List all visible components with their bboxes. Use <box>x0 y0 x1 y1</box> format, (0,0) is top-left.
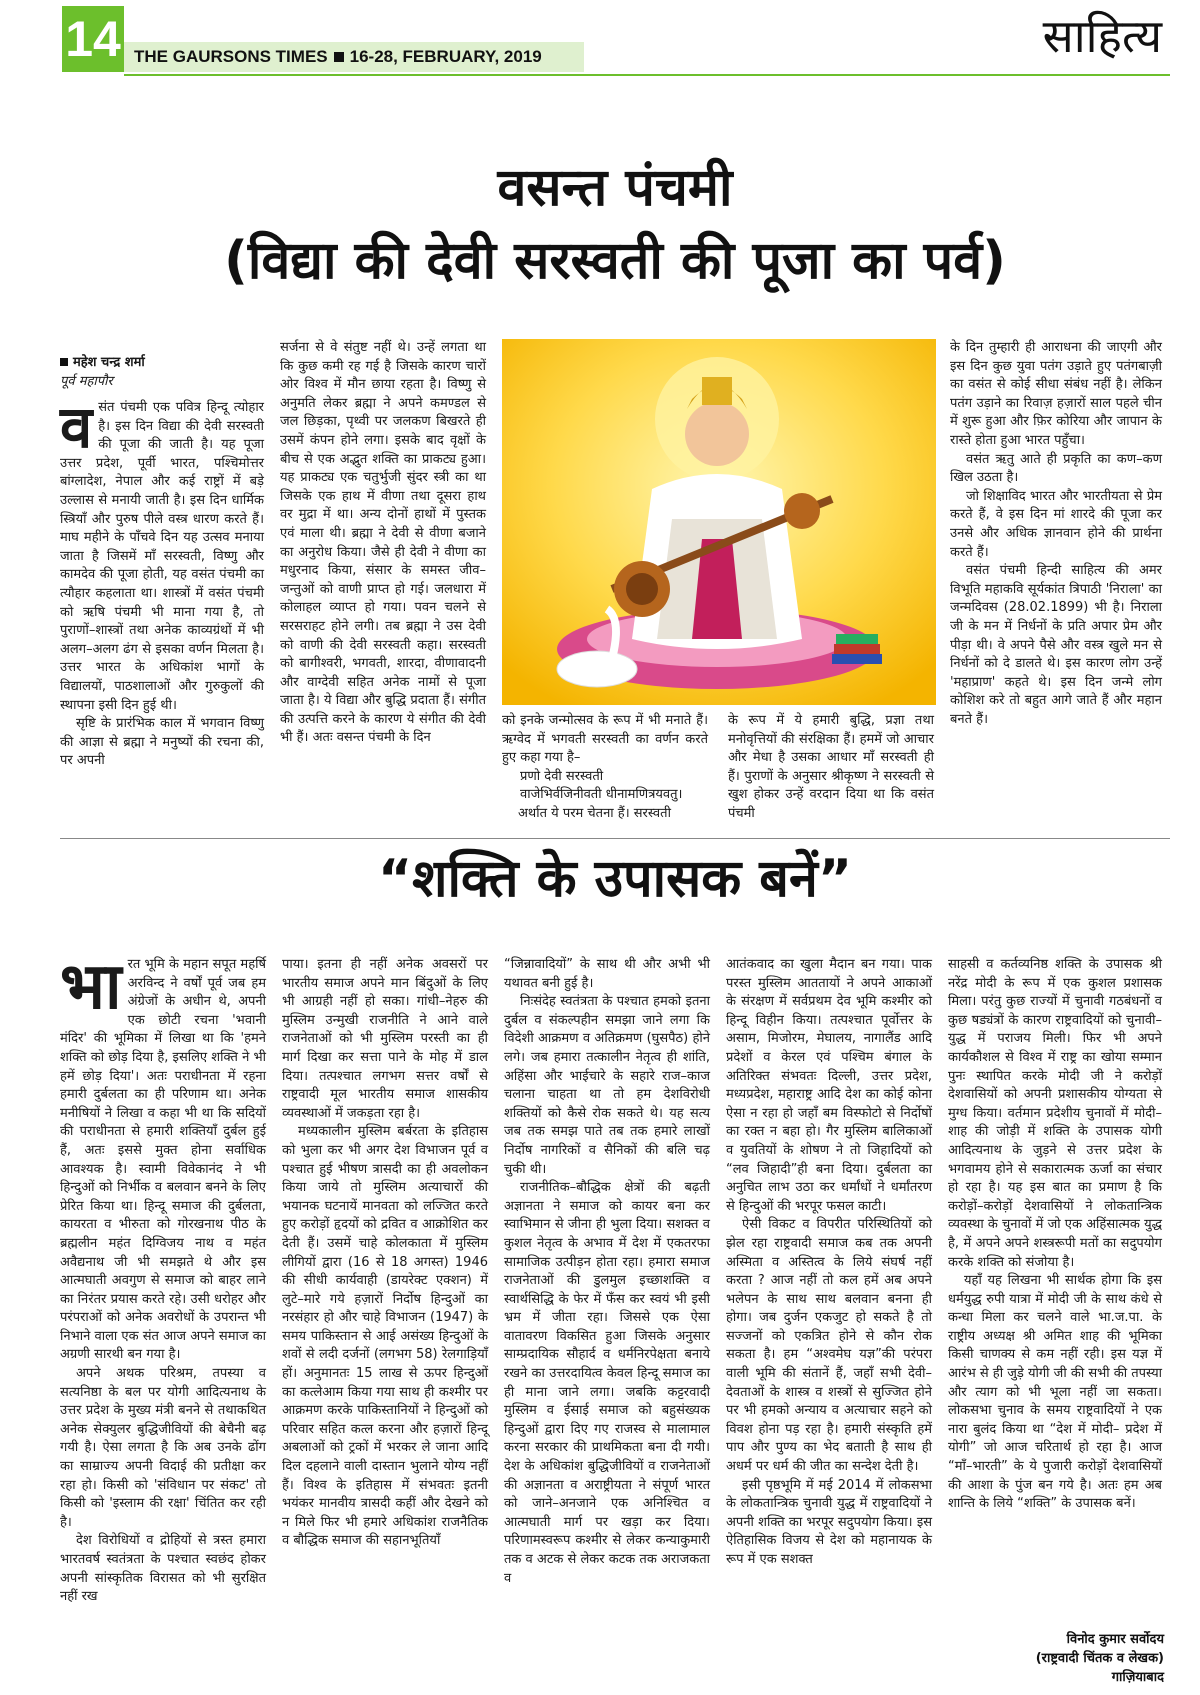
signature-role: (राष्ट्रवादी चिंतक व लेखक) <box>1035 1651 1164 1666</box>
author-signature <box>1036 1630 1164 1687</box>
author-name: महेश चन्द्र शर्मा <box>73 355 145 370</box>
signature-name: विनोद कुमार सर्वोदय <box>1066 1632 1164 1647</box>
verse-line: प्रणो देवी सरस्वती <box>520 768 604 784</box>
article1-paragraph: वसंत ऋतु आते ही प्रकृति का कण–कण खिल उठता है। <box>950 451 1162 486</box>
article2-column-3 <box>504 956 710 1690</box>
saraswati-illustration <box>502 339 936 705</box>
article1-paragraph: सर्जना से वे संतुष्ट नहीं थे। उन्हें लगता था कि कुछ कमी रह गई है जिसके कारण चारों ओर विश्व में मौन छाया रहता है। विष्णु से अनुमति लेकर ब्रह्मा ने अपने कमण्डल से जल छिड़का, पृथ्वी पर जलकण बिखरते ही उसमें कंपन होने लगा। इसके बाद वृक्षों के बीच से एक अद्भुत शक्ति का प्राकट्य हुआ। यह प्राकट्य एक चतुर्भुजी सुंदर स्त्री का था जिसके एक हाथ में वीणा तथा दूसरा हाथ वर मुद्रा में था। अन्य दोनों हाथों में पुस्तक एवं माला थी। ब्रह्मा ने देवी से वीणा बजाने का अनुरोध किया। जैसे ही देवी ने वीणा का मधुरनाद किया, संसार के समस्त जीव–जन्तुओं को वाणी प्राप्त हो गई। जलधारा में कोलाहल व्याप्त हो गया। पवन चलने से सरसराहट होने लगी। तब ब्रह्मा ने उस देवी को वाणी की देवी सरस्वती कहा। सरस्वती को बागीश्वरी, भगवती, शारदा, वीणावादनी और वाग्देवी सहित अनेक नामों से पूजा जाता है। ये विद्या और बुद्धि प्रदाता हैं। संगीत की उत्पत्ति करने के कारण ये संगीत की देवी भी हैं। अतः वसन्त पंचमी के दिन <box>280 340 486 746</box>
article2-paragraph: निःसंदेह स्वतंत्रता के पश्चात हमको इतना दुर्बल व संकल्पहीन समझा जाने लगा कि विदेशी आक्रमण व अतिक्रमण (घुसपैठ) होने लगे। जब हमारा तत्कालीन नेतृत्व ही शांति, अहिंसा और भाईचारे के सहारे राज–काज चलाना चाहता था तो हम देशविरोधी शक्तियों को कैसे रोक सकते थे। यह सत्य जब तक समझ पाते तब तक हमारे लाखों निर्दोष नागरिकों व सैनिकों की बलि चढ़ चुकी थी। <box>504 994 710 1177</box>
header-rule <box>124 74 1170 76</box>
article2-column-2 <box>282 956 488 1690</box>
article1-paragraph: के रूप में ये हमारी बुद्धि, प्रज्ञा तथा मनोवृत्तियों की संरक्षिका हैं। हममें जो आचार और मेधा है उसका आधार माँ सरस्वती ही हैं। पुराणों के अनुसार श्रीकृष्ण ने सरस्वती से खुश होकर उन्हें वरदान दिया था कि वसंत पंचमी <box>728 713 934 821</box>
dropcap: भा <box>60 950 122 1024</box>
article2-paragraph: इसी पृष्ठभूमि में मई 2014 में लोकसभा के लोकतान्त्रिक चुनावी युद्ध में राष्ट्रवादियों ने अपनी शक्ति का भरपूर सदुपयोग किया। इस ऐतिहासिक विजय से देश को महानायक के रूप में एक सशक्त <box>726 1477 932 1567</box>
article2-paragraph: साहसी व कर्तव्यनिष्ठ शक्ति के उपासक श्री नरेंद्र मोदी के रूप में एक कुशल प्रशासक मिला। परंतु कुछ राज्यों में चुनावी गठबंधनों व कुछ षड्यंत्रों के कारण राष्ट्रवादियों को चुनावी–युद्ध में पराजय मिली। फिर भी अपने कार्यकौशल से विश्व में राष्ट्र का खोया सम्मान पुनः स्थापित करके मोदी जी ने करोड़ों देशवासियों को अपनी प्रशासकीय योग्यता से मुग्ध किया। वर्तमान प्रदेशीय चुनावों में मोदी–शाह की जोड़ी में शक्ति के उपासक योगी आदित्यनाथ के जुड़ने से उत्तर प्रदेश के भगवामय होने से सकारात्मक ऊर्जा का संचार हो रहा है। यह इस बात का प्रमाण है कि करोड़ों–करोड़ों देशवासियों ने लोकतान्त्रिक व्यवस्था के चुनावों में जो एक अहिंसात्मक युद्ध है, में अपने अपने शस्त्ररूपी मतों का सदुपयोग करके शक्ति को संजोया है। <box>948 957 1162 1270</box>
article-divider <box>60 838 1170 839</box>
page-number: 14 <box>62 6 124 72</box>
separator-square <box>334 52 344 62</box>
article2-paragraph: अपने अथक परिश्रम, तपस्या व सत्यनिष्ठा के बल पर योगी आदित्यनाथ के उत्तर प्रदेश के मुख्य मंत्री बनने से तथाकथित अनेक सेक्युलर बुद्धिजीवियों की बेचैनी बढ़ गयी है। ऐसा लगता है कि अब उनके ढोंग का साम्राज्य अपनी विदाई की प्रतीक्षा कर रहा हो। किसी को 'संविधान पर संकट' तो किसी को 'इस्लाम की रक्षा' चिंतित कर रही है। <box>60 1366 266 1530</box>
article1-column-5 <box>950 339 1162 813</box>
byline-square <box>60 358 68 366</box>
article2-column-5 <box>948 956 1162 1624</box>
dropcap: व <box>60 393 93 461</box>
article1-paragraph: वसंत पंचमी हिन्दी साहित्य की अमर विभूति महाकवि सूर्यकांत त्रिपाठी 'निराला' का जन्मदिवस (28.02.1899) भी है। निराला जी के मन में निर्धनों के प्रति अपार प्रेम और पीड़ा थी। वे अपने पैसे और वस्त्र खुले मन से निर्धनों को दे डालते थे। इस कारण लोग उन्हें 'महाप्राण' कहते थे। इस दिन जन्मे लोग कोशिश करे तो बहुत आगे जाते हैं और महान बनते हैं। <box>950 563 1162 727</box>
article2-paragraph: देश विरोधियों व द्रोहियों से त्रस्त हमारा भारतवर्ष स्वतंत्रता के पश्चात स्वछंद होकर अपनी सांस्कृतिक विरासत को भी सुरक्षित नहीं रख <box>60 1533 266 1605</box>
issue-date: 16-28, FEBRUARY, 2019 <box>349 47 542 66</box>
section-title: साहित्य <box>1042 9 1162 63</box>
article1-title-line1: वसन्त पंचमी <box>497 158 733 218</box>
goddess-image <box>502 339 936 705</box>
article1-paragraph: वसंत पंचमी एक पवित्र हिन्दू त्योहार है। इस दिन विद्या की देवी सरस्वती की पूजा की जाती है। यह पूजा उत्तर प्रदेश, पूर्वी भारत, पश्चिमोत्तर बांग्लादेश, नेपाल और कई राष्ट्रों में बड़े उल्लास से मनायी जाती है। इस दिन धार्मिक स्त्रियाँ और पुरुष पीले वस्त्र धारण करते हैं। माघ महीने के पाँचवे दिन यह उत्सव मनाया जाता है जिसमें माँ सरस्वती, विष्णु और कामदेव की पूजा होती, यह वसंत पंचमी का त्यौहार कहलाता था। शास्त्रों में वसंत पंचमी को ऋषि पंचमी भी माना गया है, तो पुराणों–शास्त्रों तथा अनेक काव्यग्रंथों में भी अलग–अलग ढंग से इसका वर्णन मिलता है। उत्तर भारत के अधिकांश भागों के विद्यालयों, पाठशालाओं और गुरुकुलों की स्थापना इसी दिन हुई थी। <box>60 393 264 713</box>
article1-paragraph: सृष्टि के प्रारंभिक काल में भगवान विष्णु की आज्ञा से ब्रह्मा ने मनुष्यों की रचना की, पर अपनी <box>60 716 264 769</box>
article1-paragraph: अर्थात ये परम चेतना हैं। सरस्वती <box>518 805 671 821</box>
article2-paragraph: यहाँ यह लिखना भी सार्थक होगा कि इस धर्मयुद्ध रुपी यात्रा में मोदी जी के साथ कंधे से कन्धा मिला कर चलने वाले भा.ज.पा. के राष्ट्रीय अध्यक्ष श्री अमित शाह की भूमिका किसी चाणक्य से कम नहीं रही। इस यज्ञ में आरंभ से ही जुड़े योगी जी की सभी की तपस्या और त्याग को भी भूला नहीं जा सकता। लोकसभा चुनाव के समय राष्ट्रवादियों ने एक नारा बुलंद किया था “देश में मोदी– प्रदेश में योगी” जो आज चरितार्थ हो रहा है। आज “माँ–भारती” के ये पुजारी करोड़ों देशवासियों की आशा के पुंज बन गये है। अतः हम अब शान्ति के लिये “शक्ति” के उपासक बनें। <box>948 1273 1162 1512</box>
article1-paragraph: के दिन तुम्हारी ही आराधना की जाएगी और इस दिन कुछ युवा पतंग उड़ाते हुए पतंगबाज़ी का वसंत से कोई सीधा संबंध नहीं है। लेकिन पतंग उड़ाने का रिवाज़ हज़ारों साल पहले चीन में शुरू हुआ और फ़िर कोरिया और जापान के रास्ते होता हुआ भारत पहुँचा। <box>950 340 1162 448</box>
masthead <box>124 42 584 72</box>
article1-title-line2: (विद्या की देवी सरस्वती की पूजा का पर्व) <box>224 231 1006 291</box>
article2-paragraph: भारत भूमि के महान सपूत महर्षि अरविन्द ने वर्षों पूर्व जब हम अंग्रेजों के अधीन थे, अपनी एक छोटी रचना 'भवानी मंदिर' की भूमिका में लिखा था कि 'हमने शक्ति को छोड़ दिया है, इसलिए शक्ति ने भी हमें छोड़ दिया'। अतः पराधीनता में रहना हमारी दुर्बलता का ही परिणाम था। अनेक मनीषियों ने लिखा व कहा भी था कि सदियों की पराधीनता से हमारी शक्तियाँ दुर्बल हुई हैं, अतः इससे मुक्त होना सर्वाधिक आवश्यक है। स्वामी विवेकानंद ने भी हिन्दुओं को निर्भीक व बलवान बनने के लिए प्रेरित किया था। हिन्दू समाज की दुर्बलता, कायरता व भीरुता को गोरखनाथ पीठ के ब्रह्मलीन महंत दिग्विजय नाथ व महंत अवैद्यनाथ जी भी समझते थे और इस आत्मघाती अवगुण से समाज को बाहर लाने का निरंतर प्रयास करते रहे। उसी धरोहर और परंपराओं को अनेक अवरोधों के उपरान्त भी निभाने वाला एक संत आज अपने समाज का अग्रणी सारथी बन गया है। <box>60 950 266 1363</box>
article2-title: “शक्ति के उपासक बनें” <box>377 849 853 909</box>
article2-paragraph: ऐसी विकट व विपरीत परिस्थितियों को झेल रहा राष्ट्रवादी समाज कब तक अपनी अस्मिता व अस्तित्व के लिये संघर्ष नहीं करता ? आज नहीं तो कल हमें अब अपने भलेपन के साथ साथ बलवान बनना ही होगा। जब दुर्जन एकजुट हो सकते है तो सज्जनों को एकत्रित होने से कौन रोक सकता है। हम “अश्वमेघ यज्ञ”की परंपरा वाली भूमि की संतानें हैं, जहाँ सभी देवी–देवताओं के शास्त्र व शस्त्रों से सुज्जित होने पर भी हमको अन्याय व अत्याचार सहने को विवश होना पड़ रहा है। हमारी संस्कृति हमें पाप और पुण्य का भेद बताती है साथ ही अधर्म पर धर्म की जीत का सन्देश देती है। <box>726 1217 932 1475</box>
article2-paragraph: आतंकवाद का खुला मैदान बन गया। पाक परस्त मुस्लिम आततायों ने अपने आकाओं के संरक्षण में सर्वप्रथम देव भूमि कश्मीर को हिन्दू विहीन किया। तत्पश्चात पूर्वोत्तर के असाम, मिजोरम, मेघालय, नागालैंड आदि प्रदेशों व केरल एवं पश्चिम बंगाल के अतिरिक्त संभवतः दिल्ली, उत्तर प्रदेश, मध्यप्रदेश, महाराष्ट्र आदि देश का कोई कोना ऐसा न रहा हो जहाँ बम विस्फोटो से निर्दोषों का रक्त न बहा हो। गैर मुस्लिम बालिकाओं व युवतियों के शोषण ने तो जिहादियों को “लव जिहादी”ही बना दिया। दुर्बलता का अनुचित लाभ उठा कर धर्मांधों ने धर्मांतरण से हिन्दुओं की भरपूर फसल काटी। <box>726 957 932 1214</box>
article1-column-4 <box>728 712 934 821</box>
article1-column-1 <box>60 353 264 813</box>
author-byline <box>60 353 264 372</box>
article2-paragraph: राजनीतिक–बौद्धिक क्षेत्रों की बढ़ती अज्ञानता ने समाज को कायर बना कर स्वाभिमान से जीना ही भुला दिया। सशक्त व कुशल नेतृत्व के अभाव में देश में एकतरफा सामाजिक उत्पीड़न होता रहा। हमारा समाज राजनेताओं की डुलमुल इच्छाशक्ति व स्वार्थसिद्धि के फेर में फँस कर स्वयं भी इसी भ्रम में जीता रहा। जिससे एक ऐसा वातावरण विकसित हुआ जिसके अनुसार साम्प्रदायिक सौहार्द व धर्मनिरपेक्षता बनाये रखने का उत्तरदायित्व केवल हिन्दू समाज का ही माना जाने लगा। जबकि कट्टरवादी मुस्लिम व ईसाई समाज को बहुसंख्यक हिन्दुओं द्वारा दिए गए राजस्व से मालामाल करना सरकार की प्राथमिकता बना दी गयी। देश के अधिकांश बुद्धिजीवियों व राजनेताओं की अज्ञानता व अराष्ट्रीयता ने संपूर्ण भारत को जाने–अनजाने एक अनिश्चित व आत्मघाती मार्ग पर खड़ा कर दिया। परिणामस्वरूप कश्मीर से लेकर कन्याकुमारी तक व अटक से लेकर कटक तक अराजकता व <box>504 1180 710 1586</box>
verse-line: वाजेभिर्वजिनीवती धीनामणित्रयवतु। <box>520 787 683 803</box>
article2-paragraph: “जिन्नावादियों” के साथ थी और अभी भी यथावत बनी हुई है। <box>504 957 710 991</box>
publication-name: THE GAURSONS TIMES <box>134 47 328 66</box>
article2-paragraph: पाया। इतना ही नहीं अनेक अवसरों पर भारतीय समाज अपने मान बिंदुओं के लिए भी आग्रही नहीं हो सका। गांधी–नेहरु की मुस्लिम उन्मुखी राजनीति ने आने वाले राजनेताओं को भी मुस्लिम परस्ती का ही मार्ग दिखा कर सत्ता पाने के मोह में डाल दिया। तत्पश्चात लगभग सत्तर वर्षों से राष्ट्रवादी मूल भारतीय समाज शासकीय व्यवस्थाओं में जकड़ता रहा है। <box>282 957 488 1121</box>
signature-place: गाज़ियाबाद <box>1111 1670 1164 1685</box>
article1-paragraph: जो शिक्षाविद भारत और भारतीयता से प्रेम करते हैं, वे इस दिन मां शारदे की पूजा कर उनसे और अधिक ज्ञानवान होने की प्रार्थना करते हैं। <box>950 488 1162 560</box>
article2-column-1 <box>60 950 266 1690</box>
article1-paragraph: को इनके जन्मोत्सव के रूप में भी मनाते हैं। ऋग्वेद में भगवती सरस्वती का वर्णन करते हुए कहा गया है– <box>502 713 708 766</box>
article2-column-4 <box>726 956 932 1690</box>
author-role: पूर्व महापौर <box>60 374 113 389</box>
article2-paragraph: मध्यकालीन मुस्लिम बर्बरता के इतिहास को भुला कर भी अगर देश विभाजन पूर्व व पश्चात हुई भीषण त्रासदी का ही अवलोकन किया जाये तो मुस्लिम अत्याचारों की भयानक घटनायें मानवता को लज्जित करते हुए करोड़ों हृदयों को द्रवित व आक्रोशित कर देती हैं। उसमें चाहे कोलकाता में मुस्लिम लीगियों द्वारा (16 से 18 अगस्त) 1946 की सीधी कार्यवाही (डायरेक्ट एक्शन) में लुटे–मारे गये हज़ारों निर्दोष हिन्दुओं का नरसंहार हो और चाहे विभाजन (1947) के समय पाकिस्तान से आई असंख्य हिन्दुओं के शवों से लदी दर्जनों (लगभग 58) रेलगाड़ियाँ हों। अनुमानतः 15 लाख से ऊपर हिन्दुओं का कत्लेआम किया गया साथ ही कश्मीर पर आक्रमण करके पाकिस्तानियों ने हिन्दुओं को परिवार सहित कत्ल करना और हज़ारों हिन्दू अबलाओं को ट्रकों में भरकर ले जाना आदि दिल दहलाने वाली दास्तान भुलाने योग्य नहीं हैं। विश्व के इतिहास में संभवतः इतनी भयंकर मानवीय त्रासदी कहीं और देखने को न मिले फिर भी हमारे अधिकांश राजनैतिक व बौद्धिक समाज की सहानभूतियाँ <box>282 1124 488 1549</box>
article1-column-3 <box>502 712 708 821</box>
article1-column-2 <box>280 339 486 813</box>
